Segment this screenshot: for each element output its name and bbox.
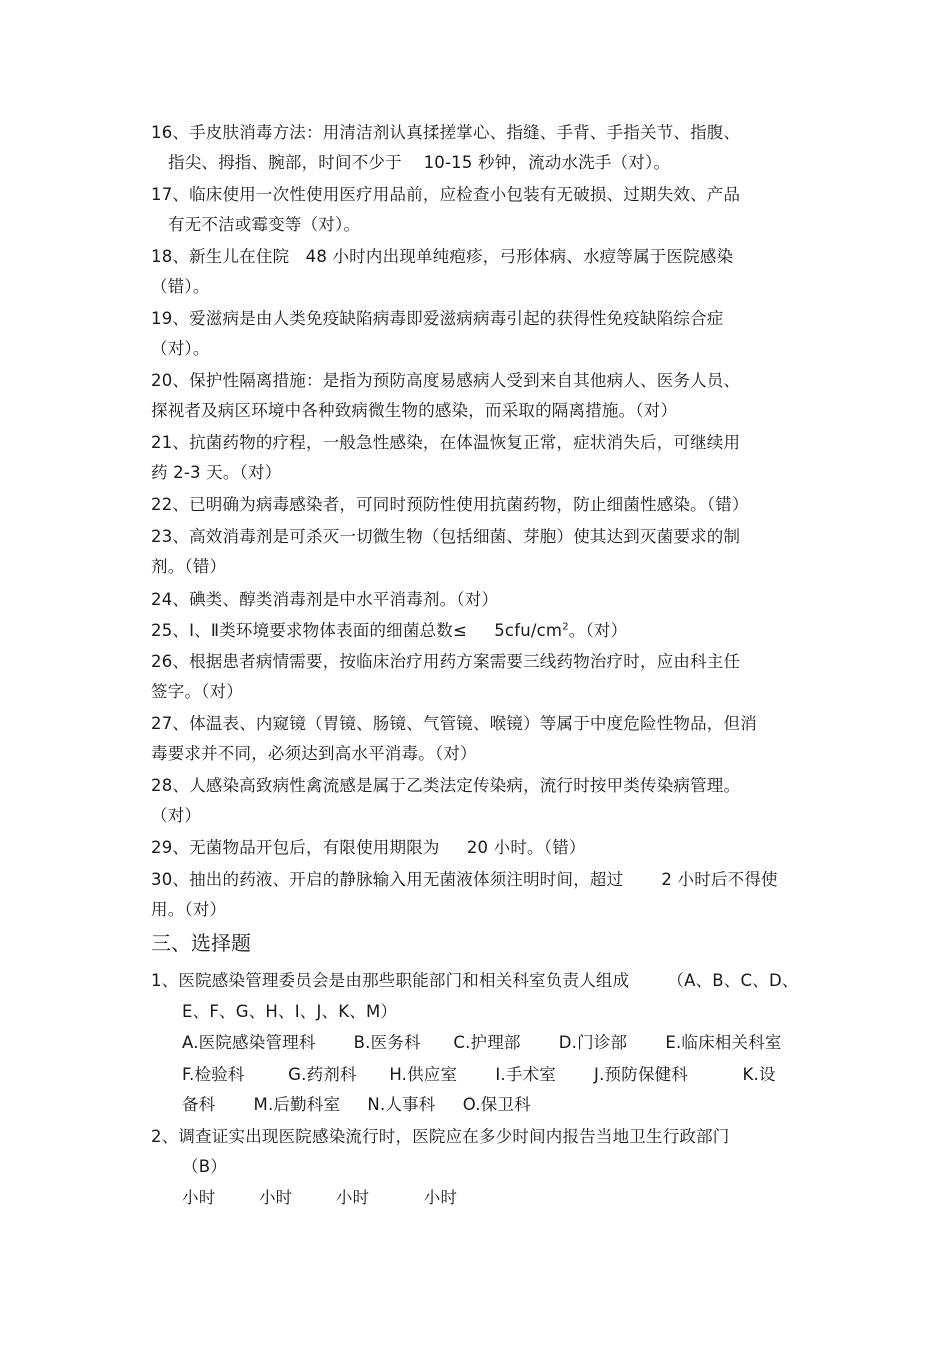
mc1-line2: E、F、G、H、I、J、K、M） [182,1002,398,1021]
mc1-options-line2: F.检验科 G.药剂科 H.供应室 I.手术室 J.预防保健科 K.设 [182,1065,776,1084]
q20-line1: 20、保护性隔离措施：是指为预防高度易感病人受到来自其他病人、医务人员、 [151,371,741,390]
q28-line2: （对） [151,806,202,825]
q18-line1: 18、新生儿在住院 48 小时内出现单纯疱疹，弓形体病、水痘等属于医院感染 [151,247,734,266]
q17-line2: 有无不洁或霉变等（对）。 [168,215,361,234]
q27-line1: 27、体温表、内窥镜（胃镜、肠镜、气管镜、喉镜）等属于中度危险性物品，但消 [151,714,757,733]
q24-line1: 24、碘类、醇类消毒剂是中水平消毒剂。（对） [151,590,499,609]
q29-line1: 29、无菌物品开包后，有限使用期限为 20 小时。（错） [151,838,586,857]
q30-line1: 30、抽出的药液、开启的静脉输入用无菌液体须注明时间，超过 2 小时后不得使 [151,870,778,889]
q26-line2: 签字。（对） [151,682,243,701]
q23-line1: 23、高效消毒剂是可杀灭一切微生物（包括细菌、芽胞）使其达到灭菌要求的制 [151,527,741,546]
q21-line1: 21、抗菌药物的疗程，一般急性感染，在体温恢复正常，症状消失后，可继续用 [151,433,741,452]
mc1-line1: 1、医院感染管理委员会是由那些职能部门和相关科室负责人组成 （A、B、C、D、 [151,971,799,990]
q22-line1: 22、已明确为病毒感染者，可同时预防性使用抗菌药物，防止细菌性感染。（错） [151,495,749,514]
q19-line2: （对）。 [151,339,210,358]
q20-line2: 探视者及病区环境中各种致病微生物的感染，而采取的隔离措施。（对） [151,401,678,420]
q25-line1 [151,621,627,641]
mc1-options-line1: A.医院感染管理科 B.医务科 C.护理部 D.门诊部 E.临床相关科室 [182,1033,782,1052]
q26-line1: 26、根据患者病情需要，按临床治疗用药方案需要三线药物治疗时，应由科主任 [151,652,741,671]
q17-line1: 17、临床使用一次性使用医疗用品前，应检查小包装有无破损、过期失效、产品 [151,185,741,204]
mc2-line1: 2、调查证实出现医院感染流行时，医院应在多少时间内报告当地卫生行政部门 [151,1127,730,1146]
q25-text: 25、Ⅰ、Ⅱ类环境要求物体表面的细菌总数≤ 5cfu/cm [151,621,563,640]
q16-line2: 指尖、拇指、腕部，时间不少于 10-15 秒钟，流动水洗手（对）。 [168,153,671,172]
q18-line2: （错）。 [151,277,210,296]
mc2-options-line1: 小时 小时 小时 小时 [182,1188,458,1207]
q19-line1: 19、爱滋病是由人类免疫缺陷病毒即爱滋病病毒引起的获得性免疫缺陷综合症 [151,309,724,328]
q25-answer: 。（对） [568,621,628,640]
mc1-options-line3: 备科 M.后勤科室 N.人事科 O.保卫科 [182,1095,531,1114]
q25-superscript: 2 [562,621,569,633]
q27-line2: 毒要求并不同，必须达到高水平消毒。（对） [151,744,477,763]
q16-line1: 16、手皮肤消毒方法：用清洁剂认真揉搓掌心、指缝、手背、手指关节、指腹、 [151,123,741,142]
section-heading: 三、选择题 [151,931,251,955]
q28-line1: 28、人感染高致病性禽流感是属于乙类法定传染病，流行时按甲类传染病管理。 [151,776,741,795]
q23-line2: 剂。（错） [151,557,227,576]
q21-line2: 药 2-3 天。（对） [151,463,282,482]
q30-line2: 用。（对） [151,900,227,919]
mc2-line2: （B） [182,1157,227,1176]
